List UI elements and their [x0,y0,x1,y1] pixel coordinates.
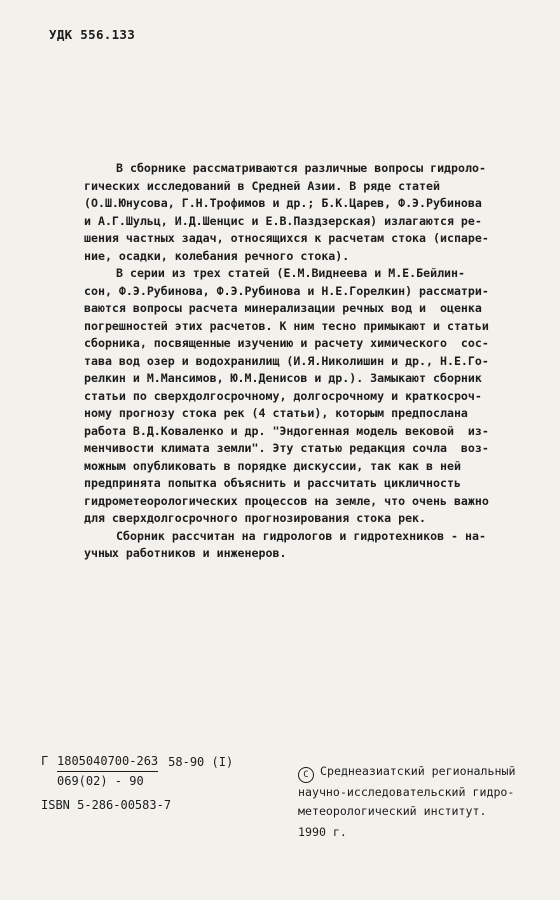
text-line: гических исследований в Средней Азии. В ряде статей [84,178,440,193]
imprint-fraction [57,752,158,790]
imprint-code: 58-90 (I) [168,755,234,769]
text-line: Сборник рассчитан на гидрологов и гидротехников - на- [116,528,486,543]
text-line: ваются вопросы расчета минерализации речных вод и оценка [84,301,482,315]
text-line: гидрометеорологических процессов на земле, что очень важно [84,493,489,508]
text-line: работа В.Д.Коваленко и др. "Эндогенная модель вековой из- [84,423,489,438]
udk-code: УДК 556.133 [49,27,136,42]
annotation-text [84,160,530,563]
imprint-numerator: 1805040700-263 [57,752,158,772]
text-line: В серии из трех статей (Е.М.Виднеева и М.Е.Бейлин- [116,266,466,280]
paragraph-3 [84,528,530,563]
text-line: можным опубликовать в порядке дискуссии, так как в ней [84,458,461,473]
text-line: шения частных задач, относящихся к расчетам стока (испаре- [84,231,489,245]
imprint-denominator: 069(02) - 90 [57,774,144,788]
copyright-icon: С [298,767,314,783]
text-line: ние, осадки, колебания речного стока). [84,248,350,263]
imprint-block [41,752,233,814]
text-line: ному прогнозу стока рек (4 статьи), которым предпослана [84,406,468,420]
text-line: релкин и М.Мансимов, Ю.М.Денисов и др.). Замыкают сборник [84,371,482,385]
imprint-codes [41,752,233,790]
text-line: предпринята попытка объяснить и рассчитать цикличность [84,476,461,490]
text-line: сборника, посвященные изучению и расчету химического сос- [84,336,489,350]
copyright-block [298,762,548,842]
copyright-line [298,762,548,783]
text-line: В сборнике рассматриваются различные вопросы гидроло- [116,161,486,175]
text-line: погрешностей этих расчетов. К ним тесно примыкают и статьи [84,318,489,333]
copyright-year: 1990 г. [298,825,347,839]
copyright-text: метеорологический институт. [298,804,487,818]
imprint-letter: Г [41,754,49,768]
text-line: учных работников и инженеров. [84,546,287,560]
text-line: сон, Ф.Э.Рубинова, Ф.Э.Рубинова и Н.Е.Горелкин) рассматри- [84,283,489,298]
text-line: и А.Г.Шульц, И.Д.Шенцис и Е.В.Паздзерская) излагаются ре- [84,213,482,228]
text-line: (О.Ш.Юнусова, Г.Н.Трофимов и др.; Б.К.Царев, Ф.Э.Рубинова [84,196,482,210]
text-line: менчивости климата земли". Эту статью редакция сочла воз- [84,441,489,455]
text-line: для сверхдолгосрочного прогнозирования стока рек. [84,511,427,525]
text-line: статьи по сверхдолгосрочному, долгосрочному и краткосроч- [84,388,482,403]
copyright-text: научно-исследовательский гидро- [298,785,515,799]
copyright-text: Среднеазиатский региональный [320,764,516,778]
text-line: тава вод озер и водохранилищ (И.Я.Николишин и др., Н.Е.Го- [84,353,489,368]
paragraph-1 [84,160,530,265]
isbn: ISBN 5-286-00583-7 [41,798,172,812]
paragraph-2 [84,265,530,528]
